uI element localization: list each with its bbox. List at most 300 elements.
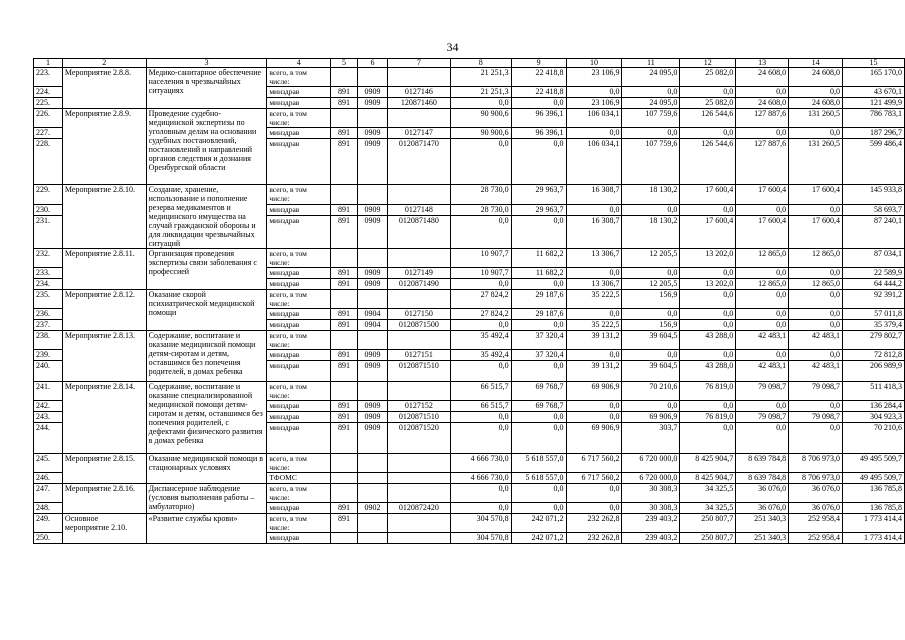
amount-cell: 0,0 — [680, 309, 736, 320]
amount-cell: 0,0 — [736, 87, 789, 98]
code-grbs: 891 — [331, 361, 358, 382]
amount-cell: 29 187,6 — [511, 290, 566, 309]
code-target-article — [387, 185, 450, 205]
amount-cell: 0,0 — [789, 290, 843, 309]
amount-cell: 0,0 — [511, 215, 566, 248]
code-section — [358, 68, 388, 87]
amount-cell: 92 391,2 — [843, 290, 905, 309]
amount-cell: 0,0 — [511, 279, 566, 290]
row-number: 226. — [34, 109, 63, 128]
amount-cell: 66 515,7 — [450, 382, 511, 401]
column-number: 5 — [331, 59, 358, 68]
amount-cell: 58 693,7 — [843, 204, 905, 215]
funding-source: минздрав — [267, 503, 331, 514]
amount-cell: 0,0 — [511, 361, 566, 382]
amount-cell: 35 492,4 — [450, 350, 511, 361]
amount-cell: 156,9 — [622, 320, 680, 331]
amount-cell: 0,0 — [680, 290, 736, 309]
column-number: 6 — [358, 59, 388, 68]
table-row — [34, 331, 905, 350]
amount-cell: 76 819,0 — [680, 382, 736, 401]
code-section: 0909 — [358, 423, 388, 454]
amount-cell: 17 600,4 — [736, 185, 789, 205]
funding-source: всего, в том числе: — [267, 454, 331, 473]
code-target-article: 0120871510 — [387, 412, 450, 423]
amount-cell: 64 444,2 — [843, 279, 905, 290]
amount-cell: 17 600,4 — [789, 185, 843, 205]
row-number: 245. — [34, 454, 63, 473]
code-section — [358, 473, 388, 484]
amount-cell: 10 907,7 — [450, 268, 511, 279]
funding-source: минздрав — [267, 309, 331, 320]
amount-cell: 0,0 — [450, 98, 511, 109]
funding-source: ТФОМС — [267, 473, 331, 484]
amount-cell: 0,0 — [566, 309, 622, 320]
amount-cell: 0,0 — [450, 139, 511, 185]
code-grbs: 891 — [331, 309, 358, 320]
code-grbs: 891 — [331, 204, 358, 215]
row-number: 248. — [34, 503, 63, 514]
row-number: 244. — [34, 423, 63, 454]
code-target-article — [387, 382, 450, 401]
amount-cell: 69 906,9 — [622, 412, 680, 423]
amount-cell: 17 600,4 — [789, 215, 843, 248]
code-target-article: 0120871470 — [387, 139, 450, 185]
row-number: 239. — [34, 350, 63, 361]
code-target-article: 0120871520 — [387, 423, 450, 454]
amount-cell: 0,0 — [511, 423, 566, 454]
amount-cell: 16 308,7 — [566, 215, 622, 248]
column-number: 8 — [450, 59, 511, 68]
code-grbs: 891 — [331, 503, 358, 514]
amount-cell: 5 618 557,0 — [511, 454, 566, 473]
amount-cell: 0,0 — [789, 87, 843, 98]
amount-cell: 37 320,4 — [511, 331, 566, 350]
code-target-article: 0120872420 — [387, 503, 450, 514]
amount-cell: 90 900,6 — [450, 128, 511, 139]
funding-source: всего, в том числе: — [267, 68, 331, 87]
code-grbs — [331, 249, 358, 268]
code-target-article: 0120871480 — [387, 215, 450, 248]
measure-description: «Развитие службы крови» — [146, 514, 267, 544]
amount-cell: 0,0 — [680, 204, 736, 215]
amount-cell: 0,0 — [622, 401, 680, 412]
column-number: 2 — [62, 59, 146, 68]
amount-cell: 13 306,7 — [566, 249, 622, 268]
amount-cell: 12 865,0 — [736, 279, 789, 290]
amount-cell: 0,0 — [450, 279, 511, 290]
measure-description: Медико-санитарное обеспечение населения в чрезвычайных ситуациях — [146, 68, 267, 109]
code-section: 0909 — [358, 204, 388, 215]
amount-cell: 1 773 414,4 — [843, 533, 905, 544]
amount-cell: 0,0 — [736, 290, 789, 309]
code-grbs: 891 — [331, 320, 358, 331]
code-grbs — [331, 473, 358, 484]
amount-cell: 12 205,5 — [622, 279, 680, 290]
measure-label: Мероприятие 2.8.13. — [62, 331, 146, 382]
amount-cell: 17 600,4 — [680, 215, 736, 248]
measure-description: Создание, хранение, использование и пополнение резерва медикаментов и медицинского имущества на случай гражданской обороны и для ликвидации чрезвычайных ситуаций — [146, 185, 267, 249]
amount-cell: 0,0 — [622, 309, 680, 320]
amount-cell: 30 308,3 — [622, 503, 680, 514]
amount-cell: 136 785,8 — [843, 484, 905, 503]
code-section — [358, 382, 388, 401]
table-row — [34, 290, 905, 309]
amount-cell: 0,0 — [622, 128, 680, 139]
amount-cell: 156,9 — [622, 290, 680, 309]
code-grbs: 891 — [331, 268, 358, 279]
amount-cell: 35 222,5 — [566, 290, 622, 309]
table-row — [34, 454, 905, 473]
amount-cell: 29 963,7 — [511, 204, 566, 215]
amount-cell: 126 544,6 — [680, 109, 736, 128]
code-section: 0909 — [358, 350, 388, 361]
row-number: 228. — [34, 139, 63, 185]
code-grbs: 891 — [331, 423, 358, 454]
amount-cell: 0,0 — [450, 361, 511, 382]
code-grbs — [331, 484, 358, 503]
amount-cell: 0,0 — [736, 401, 789, 412]
amount-cell: 0,0 — [622, 204, 680, 215]
funding-source: всего, в том числе: — [267, 331, 331, 350]
column-number: 15 — [843, 59, 905, 68]
amount-cell: 126 544,6 — [680, 139, 736, 185]
code-section — [358, 454, 388, 473]
code-target-article: 0127146 — [387, 87, 450, 98]
amount-cell: 12 205,5 — [622, 249, 680, 268]
amount-cell: 13 202,0 — [680, 249, 736, 268]
funding-source: минздрав — [267, 350, 331, 361]
amount-cell: 0,0 — [736, 268, 789, 279]
amount-cell: 79 098,7 — [736, 412, 789, 423]
amount-cell: 0,0 — [511, 320, 566, 331]
amount-cell: 0,0 — [680, 268, 736, 279]
amount-cell: 66 515,7 — [450, 401, 511, 412]
amount-cell: 0,0 — [566, 128, 622, 139]
amount-cell: 96 396,1 — [511, 128, 566, 139]
row-number: 236. — [34, 309, 63, 320]
row-number: 238. — [34, 331, 63, 350]
amount-cell: 28 730,0 — [450, 185, 511, 205]
measure-label: Мероприятие 2.8.10. — [62, 185, 146, 249]
amount-cell: 27 824,2 — [450, 290, 511, 309]
amount-cell: 136 785,8 — [843, 503, 905, 514]
amount-cell: 90 900,6 — [450, 109, 511, 128]
row-number: 249. — [34, 514, 63, 533]
funding-source: минздрав — [267, 320, 331, 331]
row-number: 230. — [34, 204, 63, 215]
amount-cell: 242 071,2 — [511, 533, 566, 544]
measure-label: Мероприятие 2.8.14. — [62, 382, 146, 454]
table-row — [34, 514, 905, 533]
measure-description: Оказание медицинской помощи в стационарных условиях — [146, 454, 267, 484]
code-target-article — [387, 109, 450, 128]
funding-source: минздрав — [267, 139, 331, 185]
row-number: 250. — [34, 533, 63, 544]
amount-cell: 106 034,1 — [566, 109, 622, 128]
measure-label: Основное мероприятие 2.10. — [62, 514, 146, 544]
amount-cell: 72 812,8 — [843, 350, 905, 361]
row-number: 247. — [34, 484, 63, 503]
code-target-article: 0127147 — [387, 128, 450, 139]
row-number: 231. — [34, 215, 63, 248]
row-number: 229. — [34, 185, 63, 205]
code-target-article — [387, 290, 450, 309]
amount-cell: 21 251,3 — [450, 68, 511, 87]
amount-cell: 0,0 — [789, 401, 843, 412]
amount-cell: 251 340,3 — [736, 533, 789, 544]
measure-description: Организация проведения экспертизы связи заболевания с профессией — [146, 249, 267, 290]
column-number: 4 — [267, 59, 331, 68]
amount-cell: 232 262,8 — [566, 514, 622, 533]
code-grbs — [331, 68, 358, 87]
amount-cell: 8 706 973,0 — [789, 473, 843, 484]
amount-cell: 0,0 — [736, 128, 789, 139]
amount-cell: 69 768,7 — [511, 401, 566, 412]
amount-cell: 0,0 — [566, 268, 622, 279]
amount-cell: 34 325,5 — [680, 503, 736, 514]
code-section: 0909 — [358, 87, 388, 98]
measure-label: Мероприятие 2.8.12. — [62, 290, 146, 331]
amount-cell: 69 906,9 — [566, 423, 622, 454]
amount-cell: 0,0 — [566, 401, 622, 412]
amount-cell: 29 187,6 — [511, 309, 566, 320]
amount-cell: 18 130,2 — [622, 185, 680, 205]
amount-cell: 0,0 — [450, 412, 511, 423]
amount-cell: 49 495 509,7 — [843, 454, 905, 473]
amount-cell: 25 082,0 — [680, 68, 736, 87]
amount-cell: 23 106,9 — [566, 68, 622, 87]
code-target-article: 0127152 — [387, 401, 450, 412]
amount-cell: 35 222,5 — [566, 320, 622, 331]
amount-cell: 42 483,1 — [789, 331, 843, 350]
amount-cell: 8 425 904,7 — [680, 473, 736, 484]
column-number: 3 — [146, 59, 267, 68]
amount-cell: 0,0 — [450, 215, 511, 248]
amount-cell: 107 759,6 — [622, 109, 680, 128]
row-number: 223. — [34, 68, 63, 87]
amount-cell: 39 604,5 — [622, 361, 680, 382]
amount-cell: 0,0 — [789, 320, 843, 331]
code-target-article: 120871460 — [387, 98, 450, 109]
code-section: 0909 — [358, 401, 388, 412]
amount-cell: 252 958,4 — [789, 514, 843, 533]
code-target-article — [387, 249, 450, 268]
amount-cell: 34 325,5 — [680, 484, 736, 503]
amount-cell: 136 284,4 — [843, 401, 905, 412]
amount-cell: 69 768,7 — [511, 382, 566, 401]
amount-cell: 11 682,2 — [511, 268, 566, 279]
amount-cell: 0,0 — [680, 320, 736, 331]
amount-cell: 79 098,7 — [736, 382, 789, 401]
amount-cell: 279 802,7 — [843, 331, 905, 350]
amount-cell: 12 865,0 — [789, 249, 843, 268]
amount-cell: 187 296,7 — [843, 128, 905, 139]
amount-cell: 35 492,4 — [450, 331, 511, 350]
amount-cell: 69 906,9 — [566, 382, 622, 401]
amount-cell: 6 720 000,0 — [622, 473, 680, 484]
code-section — [358, 514, 388, 533]
amount-cell: 106 034,1 — [566, 139, 622, 185]
code-target-article — [387, 331, 450, 350]
code-section: 0909 — [358, 361, 388, 382]
amount-cell: 22 418,8 — [511, 68, 566, 87]
amount-cell: 12 865,0 — [736, 249, 789, 268]
amount-cell: 35 379,4 — [843, 320, 905, 331]
amount-cell: 87 240,1 — [843, 215, 905, 248]
amount-cell: 127 887,6 — [736, 109, 789, 128]
funding-source: всего, в том числе: — [267, 185, 331, 205]
amount-cell: 0,0 — [622, 87, 680, 98]
amount-cell: 0,0 — [789, 423, 843, 454]
code-target-article: 0127149 — [387, 268, 450, 279]
column-number: 14 — [789, 59, 843, 68]
measure-label: Мероприятие 2.8.15. — [62, 454, 146, 484]
amount-cell: 304 570,8 — [450, 514, 511, 533]
amount-cell: 511 418,3 — [843, 382, 905, 401]
code-grbs — [331, 290, 358, 309]
funding-source: минздрав — [267, 533, 331, 544]
amount-cell: 303,7 — [622, 423, 680, 454]
funding-source: минздрав — [267, 215, 331, 248]
amount-cell: 0,0 — [736, 423, 789, 454]
column-number: 10 — [566, 59, 622, 68]
amount-cell: 121 499,9 — [843, 98, 905, 109]
row-number: 237. — [34, 320, 63, 331]
amount-cell: 0,0 — [736, 320, 789, 331]
amount-cell: 36 076,0 — [789, 503, 843, 514]
amount-cell: 0,0 — [622, 350, 680, 361]
amount-cell: 239 403,2 — [622, 514, 680, 533]
amount-cell: 36 076,0 — [736, 503, 789, 514]
funding-source: всего, в том числе: — [267, 109, 331, 128]
amount-cell: 11 682,2 — [511, 249, 566, 268]
row-number: 235. — [34, 290, 63, 309]
measure-label: Мероприятие 2.8.11. — [62, 249, 146, 290]
amount-cell: 10 907,7 — [450, 249, 511, 268]
column-number: 1 — [34, 59, 63, 68]
amount-cell: 1 773 414,4 — [843, 514, 905, 533]
funding-source: минздрав — [267, 423, 331, 454]
row-number: 242. — [34, 401, 63, 412]
amount-cell: 42 483,1 — [789, 361, 843, 382]
funding-source: минздрав — [267, 128, 331, 139]
table-row — [34, 185, 905, 205]
amount-cell: 39 131,2 — [566, 331, 622, 350]
code-grbs: 891 — [331, 514, 358, 533]
amount-cell: 0,0 — [680, 423, 736, 454]
funding-source: всего, в том числе: — [267, 484, 331, 503]
amount-cell: 0,0 — [736, 309, 789, 320]
amount-cell: 304 570,8 — [450, 533, 511, 544]
measure-description: Оказание скорой психиатрической медицинской помощи — [146, 290, 267, 331]
funding-source: минздрав — [267, 361, 331, 382]
code-section: 0909 — [358, 139, 388, 185]
code-grbs — [331, 454, 358, 473]
code-section: 0909 — [358, 128, 388, 139]
amount-cell: 24 608,0 — [736, 68, 789, 87]
measure-description: Диспансерное наблюдение (условия выполнения работы – амбулаторно) — [146, 484, 267, 514]
funding-source: всего, в том числе: — [267, 382, 331, 401]
amount-cell: 27 824,2 — [450, 309, 511, 320]
amount-cell: 39 604,5 — [622, 331, 680, 350]
amount-cell: 0,0 — [789, 128, 843, 139]
row-number: 246. — [34, 473, 63, 484]
code-section: 0909 — [358, 215, 388, 248]
amount-cell: 13 306,7 — [566, 279, 622, 290]
funding-source: минздрав — [267, 279, 331, 290]
row-number: 233. — [34, 268, 63, 279]
code-section — [358, 533, 388, 544]
code-target-article: 0127150 — [387, 309, 450, 320]
code-section — [358, 331, 388, 350]
code-grbs — [331, 533, 358, 544]
column-number: 7 — [387, 59, 450, 68]
code-grbs: 891 — [331, 279, 358, 290]
amount-cell: 4 666 730,0 — [450, 473, 511, 484]
amount-cell: 242 071,2 — [511, 514, 566, 533]
code-target-article — [387, 68, 450, 87]
code-grbs — [331, 331, 358, 350]
row-number: 227. — [34, 128, 63, 139]
amount-cell: 6 717 560,2 — [566, 454, 622, 473]
table-row — [34, 484, 905, 503]
table-row — [34, 109, 905, 128]
row-number: 240. — [34, 361, 63, 382]
amount-cell: 251 340,3 — [736, 514, 789, 533]
amount-cell: 0,0 — [680, 401, 736, 412]
measure-description: Содержание, воспитание и оказание специализированной медицинской помощи детям-сиротам и детям, оставшимся без попечения родителей, с дефектами физического развития в домах ребенка — [146, 382, 267, 454]
amount-cell: 12 865,0 — [789, 279, 843, 290]
amount-cell: 0,0 — [450, 484, 511, 503]
amount-cell: 87 034,1 — [843, 249, 905, 268]
amount-cell: 17 600,4 — [680, 185, 736, 205]
amount-cell: 70 210,6 — [622, 382, 680, 401]
amount-cell: 24 608,0 — [789, 68, 843, 87]
amount-cell: 250 807,7 — [680, 514, 736, 533]
code-grbs: 891 — [331, 350, 358, 361]
amount-cell: 25 082,0 — [680, 98, 736, 109]
amount-cell: 131 260,5 — [789, 139, 843, 185]
code-section — [358, 484, 388, 503]
amount-cell: 232 262,8 — [566, 533, 622, 544]
amount-cell: 0,0 — [566, 412, 622, 423]
funding-source: минздрав — [267, 98, 331, 109]
code-grbs: 891 — [331, 87, 358, 98]
amount-cell: 0,0 — [789, 268, 843, 279]
amount-cell: 786 783,1 — [843, 109, 905, 128]
code-target-article: 0120871510 — [387, 361, 450, 382]
amount-cell: 0,0 — [736, 350, 789, 361]
amount-cell: 76 819,0 — [680, 412, 736, 423]
amount-cell: 0,0 — [566, 484, 622, 503]
amount-cell: 70 210,6 — [843, 423, 905, 454]
amount-cell: 0,0 — [566, 87, 622, 98]
amount-cell: 42 483,1 — [736, 331, 789, 350]
amount-cell: 36 076,0 — [736, 484, 789, 503]
row-number: 241. — [34, 382, 63, 401]
amount-cell: 0,0 — [622, 268, 680, 279]
amount-cell: 43 670,1 — [843, 87, 905, 98]
amount-cell: 131 260,5 — [789, 109, 843, 128]
amount-cell: 0,0 — [680, 87, 736, 98]
amount-cell: 0,0 — [450, 320, 511, 331]
code-target-article — [387, 533, 450, 544]
code-target-article: 0120871490 — [387, 279, 450, 290]
column-number: 9 — [511, 59, 566, 68]
amount-cell: 8 706 973,0 — [789, 454, 843, 473]
funding-source: минздрав — [267, 268, 331, 279]
